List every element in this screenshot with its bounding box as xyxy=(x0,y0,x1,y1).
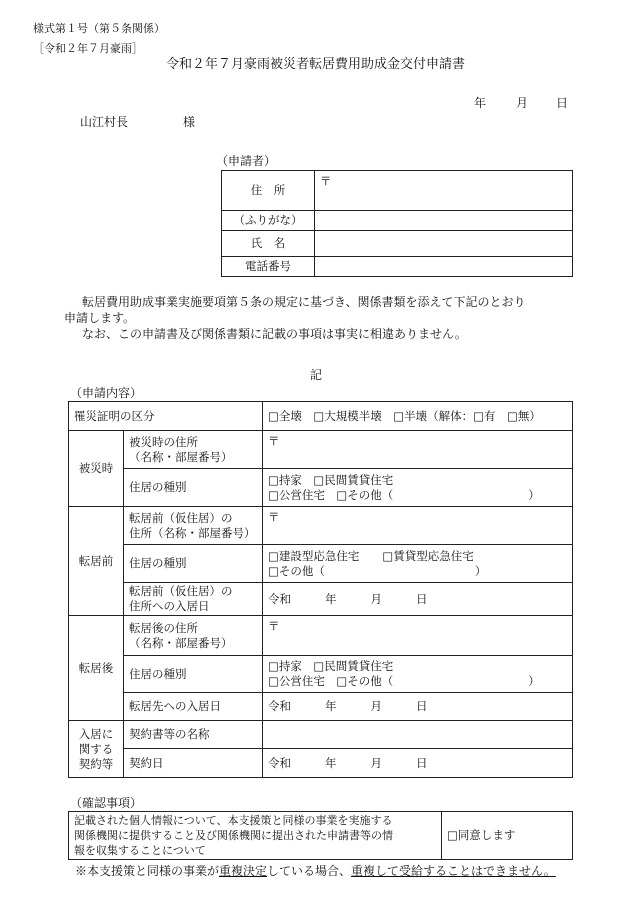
address-field[interactable] xyxy=(315,171,573,211)
postal-mark: 〒 xyxy=(268,434,280,448)
option-line: □公営住宅 □その他（ xyxy=(268,487,394,502)
disaster-housing-options[interactable] xyxy=(263,469,573,507)
before-movein-label xyxy=(124,583,263,616)
contract-date-label: 契約日 xyxy=(124,749,263,778)
after-movein-label: 転居先への入居日 xyxy=(124,693,263,721)
before-address-field[interactable] xyxy=(263,507,573,545)
after-group-label: 転居後 xyxy=(69,616,124,721)
era: 令和 xyxy=(268,591,291,606)
after-housing-options[interactable] xyxy=(263,656,573,693)
option-line: □公営住宅 □その他（ xyxy=(268,674,394,688)
contract-name-label: 契約書等の名称 xyxy=(124,721,263,749)
after-address-field[interactable] xyxy=(263,616,573,656)
label-line: 転居前（仮住居）の xyxy=(129,584,233,598)
era: 令和 xyxy=(268,755,291,770)
confirm-caption: （確認事項） xyxy=(70,796,143,810)
applicant-caption: （申請者） xyxy=(216,154,277,168)
confirm-table xyxy=(68,811,573,860)
contract-group-label xyxy=(69,721,124,778)
date-year: 年 xyxy=(474,96,487,110)
contract-date-field[interactable] xyxy=(263,749,573,778)
addressee-honorific: 様 xyxy=(183,115,196,129)
address-label: 住 所 xyxy=(222,171,315,211)
confirm-line: 報を収集することについて xyxy=(74,844,206,857)
after-movein-date[interactable] xyxy=(263,693,573,721)
date-day: 日 xyxy=(556,96,569,110)
before-movein-date[interactable] xyxy=(263,583,573,616)
era: 令和 xyxy=(268,699,291,713)
name-field[interactable] xyxy=(315,231,573,257)
option-line: □建設型応急住宅 □賃貸型応急住宅 xyxy=(268,548,474,563)
confirm-text xyxy=(69,812,442,860)
note-text: している場合、 xyxy=(267,864,352,878)
disaster-cert-options[interactable]: □全壊 □大規模半壊 □半壊（解体：□有 □無） xyxy=(263,402,573,431)
disaster-cert-label: 罹災証明の区分 xyxy=(69,402,263,431)
month-unit: 月 xyxy=(370,591,382,606)
date-month: 月 xyxy=(516,96,529,110)
page-title: 令和２年７月豪雨被災者転居費用助成金交付申請書 xyxy=(166,57,466,72)
duplicate-note xyxy=(75,862,556,879)
confirm-line: 記載された個人情報について、本支援策と同様の事業を実施する xyxy=(74,814,393,827)
label-line: 被災時の住所 xyxy=(129,434,198,449)
label-line: 入居に xyxy=(78,726,114,741)
disaster-housing-label: 住居の種別 xyxy=(124,469,263,507)
note-text: ※本支援策と同様の事業が xyxy=(75,864,220,878)
postal-mark: 〒 xyxy=(320,174,332,188)
after-address-label xyxy=(124,616,263,656)
intro-line2: 申請します。 xyxy=(64,311,136,325)
disaster-address-field[interactable] xyxy=(263,431,573,469)
phone-label: 電話番号 xyxy=(222,257,315,277)
day-unit: 日 xyxy=(416,755,428,770)
day-unit: 日 xyxy=(416,699,428,713)
before-housing-label: 住居の種別 xyxy=(124,545,263,583)
label-line: 関する xyxy=(78,741,114,756)
before-housing-options[interactable] xyxy=(263,545,573,583)
close-paren: ） xyxy=(528,674,540,688)
year-unit: 年 xyxy=(325,755,337,770)
option-line: □持家 □民間賃貸住宅 xyxy=(268,659,394,673)
phone-field[interactable] xyxy=(315,257,573,277)
year-unit: 年 xyxy=(325,699,337,713)
month-unit: 月 xyxy=(370,755,382,770)
postal-mark: 〒 xyxy=(268,510,280,524)
application-table xyxy=(68,401,573,778)
contract-name-field[interactable] xyxy=(263,721,573,749)
edition-tag: ［令和２年７月豪雨］ xyxy=(33,42,143,55)
furigana-label: （ふりがな） xyxy=(222,211,315,231)
label-line: 住所への入居日 xyxy=(129,599,210,613)
content-caption: （申請内容） xyxy=(70,386,143,400)
agree-checkbox[interactable]: □同意します xyxy=(442,812,573,860)
after-housing-label: 住居の種別 xyxy=(124,656,263,693)
label-line: 転居後の住所 xyxy=(129,620,198,635)
note-underlined: 重複決定 xyxy=(219,864,268,878)
disaster-address-label xyxy=(124,431,263,469)
label-line: 転居前（仮住居）の xyxy=(129,510,233,525)
year-unit: 年 xyxy=(325,591,337,606)
intro-line3: なお、この申請書及び関係書類に記載の事項は事実に相違ありません。 xyxy=(82,327,467,341)
confirm-line: 関係機関に提供すること及び関係機関に提出された申請書等の情 xyxy=(74,829,393,842)
before-address-label xyxy=(124,507,263,545)
option-line: □その他（ xyxy=(268,563,325,578)
label-line: （名称・部屋番号） xyxy=(129,449,233,464)
option-line: □持家 □民間賃貸住宅 xyxy=(268,472,394,487)
close-paren: ） xyxy=(474,563,487,578)
furigana-field[interactable] xyxy=(315,211,573,231)
postal-mark: 〒 xyxy=(268,619,280,633)
name-label: 氏 名 xyxy=(222,231,315,257)
ki-heading: 記 xyxy=(310,368,323,382)
addressee-name: 山江村長 xyxy=(80,115,129,129)
close-paren: ） xyxy=(528,487,540,502)
label-line: 住所（名称・部屋番号） xyxy=(129,525,256,540)
day-unit: 日 xyxy=(416,591,428,606)
note-underlined: 重複して受給することはできません。 xyxy=(351,864,556,878)
before-group-label: 転居前 xyxy=(69,507,124,616)
intro-line1: 転居費用助成事業実施要項第５条の規定に基づき、関係書類を添えて下記のとおり xyxy=(82,295,526,309)
form-number: 様式第１号（第５条関係） xyxy=(33,22,165,35)
disaster-group-label: 被災時 xyxy=(69,431,124,507)
label-line: 契約等 xyxy=(78,756,114,771)
month-unit: 月 xyxy=(370,699,382,713)
label-line: （名称・部屋番号） xyxy=(129,635,233,650)
applicant-table xyxy=(221,170,573,277)
